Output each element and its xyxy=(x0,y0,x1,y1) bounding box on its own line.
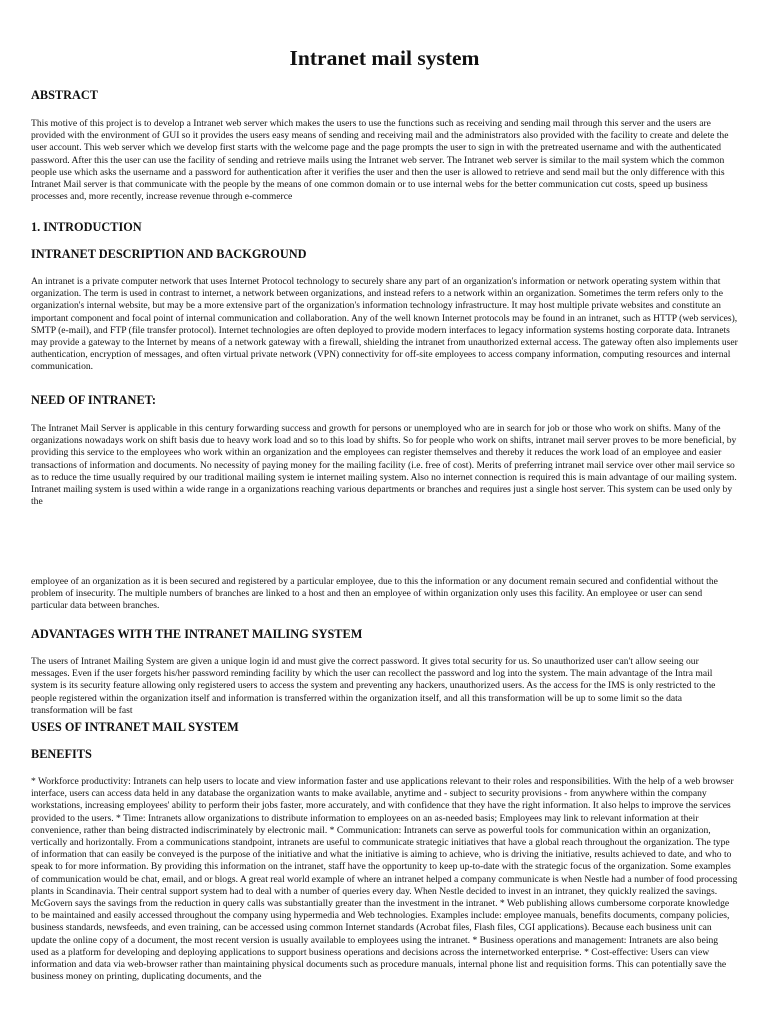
need-text: The Intranet Mail Server is applicable in this century forwarding success and growth for persons or unemployed who are in search for job or those who work on shifts. Many of the organizations nowadays work on shift basis due to heavy work load and so to this load by shifts. So for people who work on shifts, intranet mail server proves to be more beneficial, by providing this service to the employees who work within an organization and the employees can register themselves and thereby it reduces the work load of an employee and easier transactions of information and documents. No necessity of paying money for the mailing facility (i.e. free of cost). Merits of preferring intranet mail service over other mail service so as to reduce the time usually required by our traditional mailing system ie internet mailing system. Also no internet connection is required this is main advantage of our mailing system. Intranet mailing system is used within a wide range in a organizations reaching various departments or branches and requires just a single host server. This system can be used only by the xyxy=(31,423,737,508)
advantages-heading: ADVANTAGES WITH THE INTRANET MAILING SYSTEM xyxy=(31,627,363,641)
description-heading: INTRANET DESCRIPTION AND BACKGROUND xyxy=(31,247,307,261)
advantages-text: The users of Intranet Mailing System are given a unique login id and must give the correct password. It gives total security for us. So unauthorized user can't allow seeing our messages. Even if the user forgets his/her password reminding facility by which the user can recollect the password and log into the system. The main advantage of the Intra mail system is its security feature allowing only registered users to access the system and preventing any hackers, unauthorized users. As the access for the IMS is only restricted to the people registered within the organization itself and information is transferred within the organization itself, and all this transformation will be up to some limit so the data transformation will be fast xyxy=(31,656,716,716)
document-title: Intranet mail system xyxy=(289,46,480,70)
abstract-heading: ABSTRACT xyxy=(31,88,98,102)
introduction-heading: 1. INTRODUCTION xyxy=(31,220,142,234)
uses-heading: USES OF INTRANET MAIL SYSTEM xyxy=(31,720,239,734)
benefits-text: * Workforce productivity: Intranets can help users to locate and view information faster and use applications relevant to their roles and responsibilities. With the help of a web browser interface, users can access data held in any database the organization wants to make available, anytime and - subject to security provisions - from anywhere within the company workstations, increasing employees' ability to perform their jobs faster, more accurately, and with confidence that they have the right information. It also helps to improve the services provided to the users. * Time: Intranets allow organizations to distribute information to employees on an as-needed basis; Employees may link to relevant information at their convenience, rather than being distracted indiscriminately by electronic mail. * Communication: Intranets can serve as powerful tools for communication within an organization, vertically and horizontally. From a communications standpoint, intranets are useful to communicate strategic initiatives that have a global reach throughout the organization. The type of information that can easily be conveyed is the purpose of the initiative and what the initiative is aiming to achieve, who is driving the initiative, results achieved to date, and who to speak to for more information. By providing this information on the intranet, staff have the opportunity to keep up-to-date with the strategic focus of the organization. Some examples of communication would be chat, email, and or blogs. A great real world example of where an intranet helped a company communicate is when Nestle had a number of food processing plants in Scandinavia. Their central support system had to deal with a number of queries every day. When Nestle decided to invest in an intranet, they quickly realized the savings. McGovern says the savings from the reduction in query calls was substantially greater than the investment in the intranet. * Web publishing allows cumbersome corporate knowledge to be maintained and easily accessed throughout the company using hypermedia and Web technologies. Examples include: employee manuals, benefits documents, company policies, business standards, newsfeeds, and even training, can be accessed using common Internet standards (Acrobat files, Flash files, CGI applications). Because each business unit can update the online copy of a document, the most recent version is usually available to employees using the intranet. * Business operations and management: Intranets are also being used as a platform for developing and deploying applications to support business operations and decisions across the internetworked enterprise. * Cost-effective: Users can view information and data via web-browser rather than maintaining physical documents such as procedure manuals, internal phone list and requisition forms. This can potentially save the business money on printing, duplicating documents, and the xyxy=(31,776,738,983)
benefits-heading: BENEFITS xyxy=(31,747,92,761)
description-text: An intranet is a private computer network that uses Internet Protocol technology to securely share any part of an organization's information or network operating system within that organization. The term is used in contrast to internet, a network between organizations, and instead refers to a network within an organization. Sometimes the term refers only to the organization's internal website, but may be a more extensive part of the organization's information technology infrastructure. It may host multiple private websites and constitute an important component and focal point of internal communication and collaboration. Any of the well known Internet protocols may be found in an intranet, such as HTTP (web services), SMTP (e-mail), and FTP (file transfer protocol). Internet technologies are often deployed to provide modern interfaces to legacy information systems hosting corporate data. Intranets may provide a gateway to the Internet by means of a network gateway with a firewall, shielding the intranet from unauthorized external access. The gateway often also implements user authentication, encryption of messages, and often virtual private network (VPN) connectivity for off-site employees to access company information, computing resources and internal communication. xyxy=(31,276,738,373)
abstract-text: This motive of this project is to develop a Intranet web server which makes the users to use the functions such as receiving and sending mail through this server and the users are provided with the environment of GUI so it provides the users easy means of sending and receiving mail and the administrators also provided with the facility to create and delete the user account. This web server which we develop first starts with the welcome page and the page prompts the user to sign in with the pretreated username and with the authenticated password. After this the user can use the facility of sending and retrieve mails using the Intranet web server. The Intranet web server is similar to the mail system which the common people use which asks the username and a password for authentication after it verifies the user and then the user is allowed to retrieve and send mail but the only difference with this Intranet Mail server is that communicate with the people by the means of one common domain or to use internal webs for the better communication cut costs, speed up business processes and, more recently, increase revenue through e-commerce xyxy=(31,118,729,203)
need-heading: NEED OF INTRANET: xyxy=(31,393,157,407)
need-continuation-text: employee of an organization as it is been secured and registered by a particular employee, due to this the information or any document remain secured and confidential without the problem of insecurity. The multiple numbers of branches are linked to a host and then an employee of within organization only uses this facility. An employee or user can send particular data between branches. xyxy=(31,576,718,612)
